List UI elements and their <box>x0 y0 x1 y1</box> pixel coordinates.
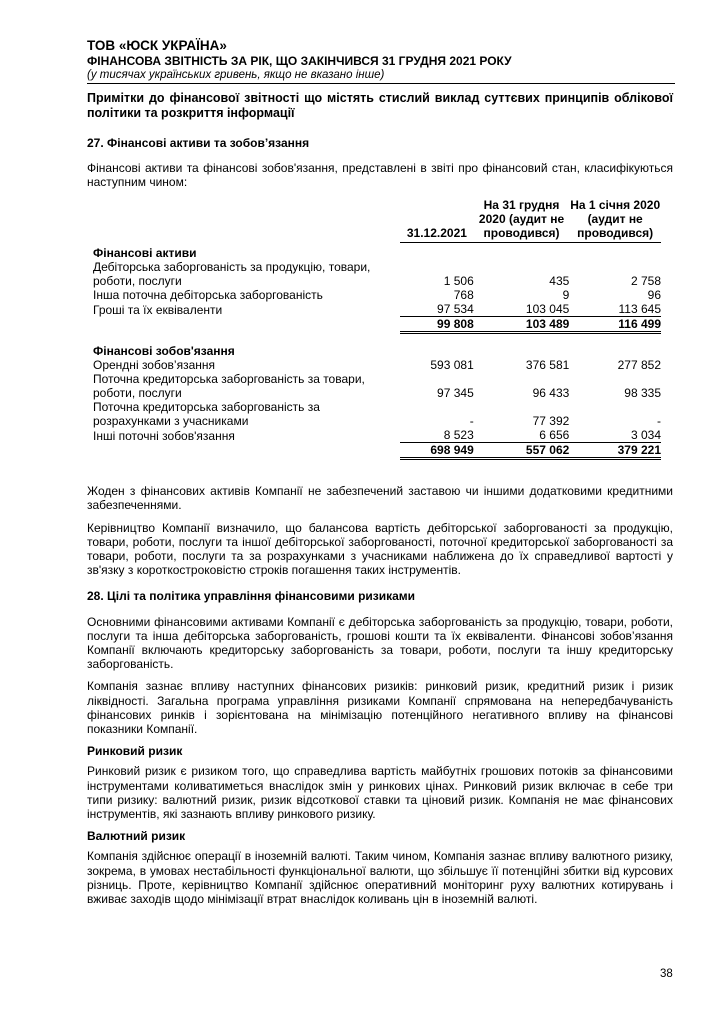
table-row: Інша поточна дебіторська заборгованість 768 9 96 <box>93 288 661 303</box>
currency-risk-title: Валютний ризик <box>87 829 186 844</box>
col-header-2021: 31.12.2021 <box>400 198 474 243</box>
assets-heading: Фінансові активи <box>93 246 197 261</box>
table-row: Орендні зобов’язання 593 081 376 581 277 852 <box>93 358 661 373</box>
page-number: 38 <box>660 968 673 980</box>
liabilities-heading: Фінансові зобов'язання <box>93 344 235 359</box>
table-row: Інші поточні зобов'язання 8 523 6 656 3 034 <box>93 428 661 443</box>
section-27-title: 27. Фінансові активи та зобов’язання <box>87 136 310 150</box>
company-name: ТОВ «ЮСК УКРАЇНА» <box>87 38 227 53</box>
table-row: Дебіторська заборгованість за продукцію, товари, роботи, послуги 1 506 435 2 758 <box>93 260 661 289</box>
currency-risk-paragraph: Компанія здійснює операції в іноземній валюті. Таким чином, Компанія зазнає впливу валютного ризику, зокрема, в умовах нестабільності функціональної валюти, що збільшує її потенційні збитки від курсових різниць. Проте, керівництво Компанії здійснює оперативний моніторинг руху валютних котирувань і вживає заходів щодо мінімізації втрат внаслідок коливань цін в іноземній валюті. <box>87 849 673 906</box>
financial-instruments-table <box>87 198 661 461</box>
assets-heading-row <box>87 242 661 260</box>
liabilities-total-row: 698 949 557 062 379 221 <box>87 443 661 459</box>
notes-title: Примітки до фінансової звітності що містять стислий виклад суттєвих принципів облікової політики та розкриття інформації <box>87 91 673 120</box>
table-row: Поточна кредиторська заборгованість за розрахунками з учасниками - 77 392 - <box>93 400 661 429</box>
section-28-paragraph-2: Компанія зазнає впливу наступних фінансових ризиків: ринковий ризик, кредитний ризик і ризик ліквідності. Загальна програма управління ризиками Компанії спрямована на непередбачуваність фінансових ринків і зорієнтована на мінімізацію потенційного негативного впливу на фінансові показники Компанії. <box>87 679 673 736</box>
section-27-paragraph-2: Керівництво Компанії визначило, що балансова вартість дебіторської заборгованості за продукцію, товари, роботи, послуги та іншої дебіторської заборгованості, поточної кредиторської заборгованості за товари, роботи, послуги та за розрахунками з учасниками наближена до їх справедливої вартості у зв'язку з короткостроковістю строків погашення таких інструментів. <box>87 520 673 578</box>
header-divider <box>87 83 675 84</box>
page-content <box>87 91 673 914</box>
col-header-2020-dec: На 31 грудня 2020 (аудит не проводився) <box>474 198 570 243</box>
market-risk-paragraph: Ринковий ризик є ризиком того, що справедлива вартість майбутніх грошових потоків за фінансовими інструментами коливатиметься внаслідок змін у ринкових цінах. Ринковий ризик включає в себе три типи ризику: валютний ризик, ризик відсоткової ставки та ціновий ризик. Компанія не має фінансових інструментів, які зазнають впливу ринкового ризику. <box>87 764 673 821</box>
report-title: ФІНАНСОВА ЗВІТНІСТЬ ЗА РІК, ЩО ЗАКІНЧИВСЯ 31 ГРУДНЯ 2021 РОКУ <box>87 54 512 68</box>
market-risk-title: Ринковий ризик <box>87 744 183 759</box>
table-row: Гроші та їх еквіваленти 97 534 103 045 113 645 <box>93 302 661 317</box>
assets-total-row: 99 808 103 489 116 499 <box>87 317 661 333</box>
page-header <box>87 38 675 82</box>
section-27-paragraph-1: Жоден з фінансових активів Компанії не забезпечений заставою чи іншими додатковими кредитними забезпеченнями. <box>87 484 673 513</box>
col-header-2020-jan: На 1 січня 2020 (аудит не проводився) <box>569 198 661 243</box>
table-row: Поточна кредиторська заборгованість за товари, роботи, послуги 97 345 96 433 98 335 <box>93 372 661 401</box>
liabilities-heading-row <box>87 340 661 358</box>
table-header-row <box>87 198 661 243</box>
section-28-title: 28. Цілі та політика управління фінансовими ризиками <box>87 589 416 604</box>
section-28-paragraph-1: Основними фінансовими активами Компанії є дебіторська заборгованість за продукцію, товари, роботи, послуги та інша дебіторська заборгованість, грошові кошти та їх еквіваленти. Фінансові зобов’язання Компанії включають кредиторську заборгованість за товари, роботи, послуги та іншу кредиторську заборгованість. <box>87 614 673 672</box>
units-note: (у тисячах українських гривень, якщо не вказано інше) <box>87 69 385 81</box>
section-27-intro: Фінансові активи та фінансові зобов'язання, представлені в звіті про фінансовий стан, класифікуються наступним чином: <box>87 161 673 190</box>
